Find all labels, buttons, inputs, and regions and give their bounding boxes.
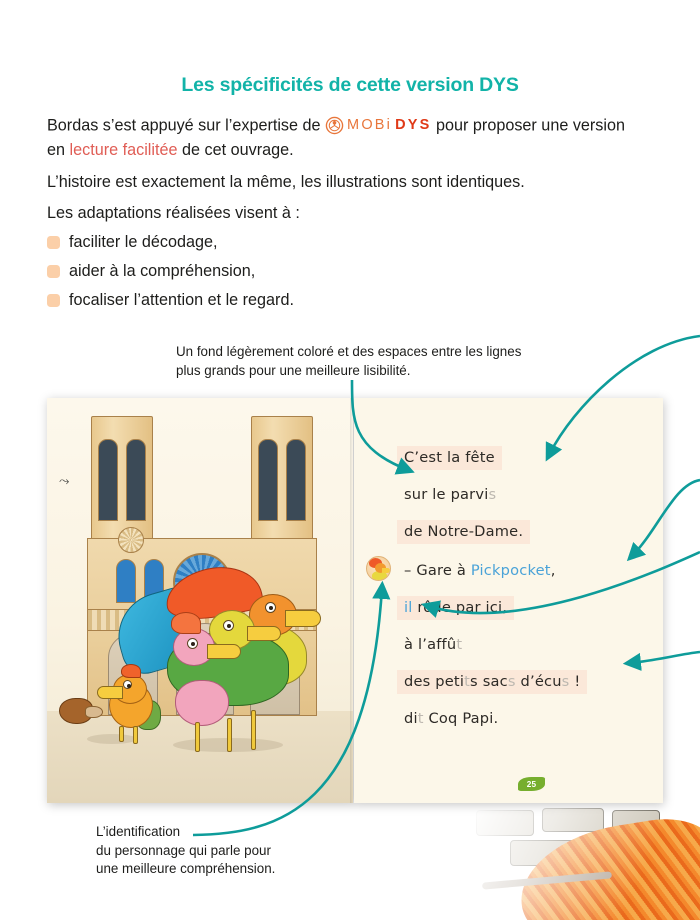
rooster-avatar-icon — [366, 556, 391, 581]
pink-rooster-belly — [175, 680, 229, 726]
orange-feathers — [512, 811, 700, 920]
intro-paragraph-3: Les adaptations réalisées visent à : — [47, 204, 300, 222]
list-item — [47, 257, 467, 286]
character-name-highlight: Pickpocket — [470, 562, 551, 579]
text-line — [397, 446, 502, 470]
text-segment: , — [550, 562, 556, 579]
highlighted-letter: l — [408, 599, 413, 616]
text-line — [397, 596, 514, 620]
rooster-eye — [265, 602, 276, 613]
intro-paragraph-2: L’histoire est exactement la même, les illustrations sont identiques. — [47, 173, 525, 191]
list-item — [47, 286, 467, 315]
small-rose-window-icon — [118, 527, 144, 553]
rooster-beak — [247, 626, 281, 641]
page-number-badge: 25 — [518, 777, 545, 791]
callout-speaker-identification — [96, 823, 356, 879]
callout-top-line-2: plus grands pour une meilleure lisibilité. — [176, 362, 411, 378]
highlighted-letter: i — [404, 599, 409, 616]
cathedral-tower-right — [251, 416, 313, 544]
rooster-beak — [207, 644, 241, 659]
text-segment: à l’affû — [404, 636, 457, 653]
rooster-leg — [227, 718, 232, 752]
stone-block — [476, 810, 534, 836]
text-line — [397, 707, 505, 731]
text-segment: d’écu — [515, 673, 562, 690]
lancet-window — [116, 559, 136, 603]
text-line — [397, 670, 587, 694]
silent-letter: t — [456, 636, 463, 653]
intro-text-before-logo: Bordas s’est appuyé sur l’expertise de — [47, 116, 326, 135]
text-line — [397, 559, 563, 583]
rooster-leg — [251, 710, 256, 750]
silent-letter: s — [488, 486, 497, 503]
text-line — [397, 483, 503, 507]
list-item — [47, 228, 467, 257]
chick-comb — [121, 664, 141, 678]
text-line — [397, 633, 469, 657]
mobidys-wordmark-mobi: MOBi — [347, 117, 393, 133]
book-spread — [47, 398, 663, 803]
book-page-illustration — [47, 398, 353, 803]
silent-letter: s — [561, 673, 570, 690]
mobidys-wordmark-dys: DYS — [395, 117, 432, 133]
chick-eye — [123, 680, 132, 689]
text-segment: rôde par ici, — [412, 599, 508, 616]
text-segment: C’est la fête — [404, 449, 495, 466]
hedgehog-character — [59, 694, 105, 736]
intro-line-2 — [47, 138, 659, 162]
text-line — [397, 520, 530, 544]
callout-bottom-line-3: une meilleure compréhension. — [96, 861, 276, 876]
text-segment: Coq Papi. — [423, 710, 499, 727]
stone-block — [542, 808, 604, 832]
callout-bottom-line-1: L’identification — [96, 824, 181, 839]
bullet-square-icon — [47, 294, 60, 307]
text-segment: de Notre-Dame. — [404, 523, 524, 540]
rooster-eye — [187, 638, 198, 649]
lecture-facilitee-emphasis: lecture facilitée — [69, 140, 178, 159]
book-page-text — [354, 398, 663, 803]
hedgehog-snout — [85, 706, 103, 718]
text-segment: – Gare à — [404, 562, 471, 579]
bullet-square-icon — [47, 265, 60, 278]
intro-line2-after: de cet ouvrage. — [177, 140, 294, 159]
silent-letter: t — [417, 710, 424, 727]
text-segment: s sac — [470, 673, 508, 690]
text-segment: sur le parvi — [404, 486, 489, 503]
flying-bird-icon: ⤳ — [59, 473, 70, 488]
text-segment: di — [404, 710, 418, 727]
silent-letter: t — [464, 673, 471, 690]
rooster-comb — [171, 612, 201, 634]
callout-background-spacing — [176, 343, 576, 380]
intro-paragraph — [47, 113, 659, 162]
list-item-label: focaliser l’attention et le regard. — [69, 291, 294, 309]
mobidys-globe-icon — [325, 116, 344, 135]
cathedral-tower-left — [91, 416, 153, 544]
dys-text-block — [354, 398, 663, 803]
chick-leg — [119, 726, 124, 742]
text-segment: ! — [569, 673, 581, 690]
decorative-corner-illustration — [470, 808, 700, 920]
notre-dame-illustration — [47, 398, 353, 803]
callout-bottom-line-2: du personnage qui parle pour — [96, 842, 271, 858]
rooster-leg — [195, 722, 200, 752]
adaptations-list — [47, 228, 467, 315]
list-item-label: aider à la compréhension, — [69, 262, 256, 280]
mobidys-logo — [325, 113, 431, 137]
chick-leg — [133, 726, 138, 744]
intro-line-1 — [47, 113, 659, 138]
text-segment: des peti — [404, 673, 465, 690]
rooster-eye — [223, 620, 234, 631]
callout-top-line-1: Un fond légèrement coloré et des espaces entre les lignes — [176, 344, 522, 359]
list-item-label: faciliter le décodage, — [69, 233, 218, 251]
bullet-square-icon — [47, 236, 60, 249]
page-title: Les spécificités de cette version DYS — [181, 74, 519, 96]
intro-text-after-logo: pour proposer une version — [431, 116, 625, 135]
silent-letter: s — [507, 673, 516, 690]
intro-line2-before: en — [47, 140, 70, 159]
green-rooster-character — [151, 614, 301, 744]
yellow-chick-character — [103, 666, 165, 744]
